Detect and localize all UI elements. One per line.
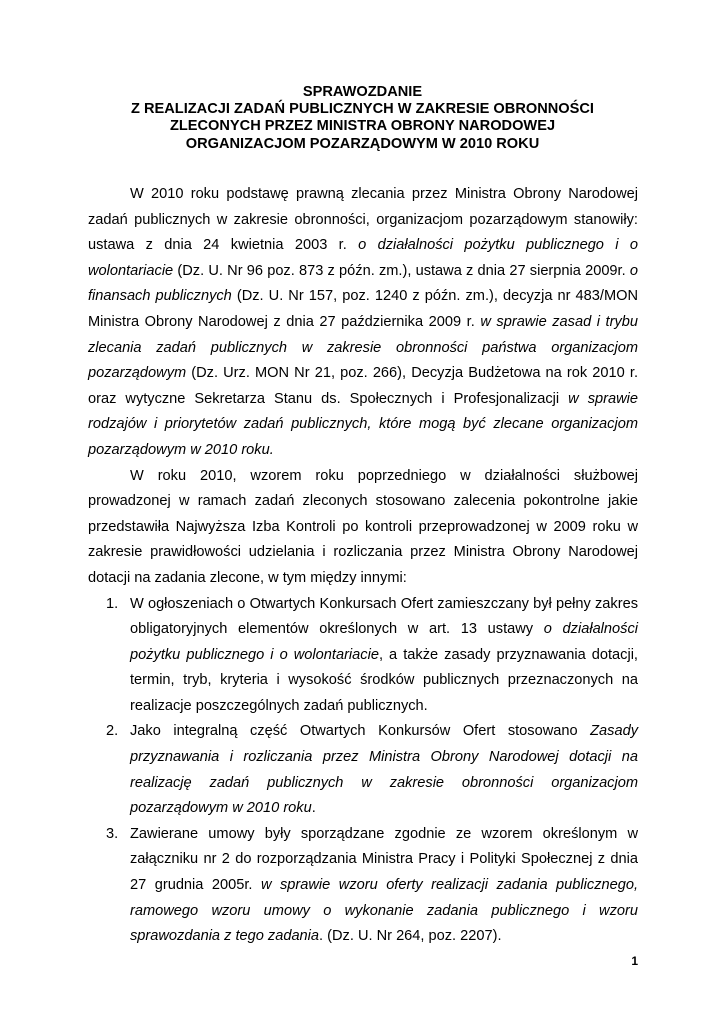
text-segment: Zawierane umowy były sporządzane zgodnie ze wzorem określonym w załączniku nr 2 do rozporządzania Ministra Pracy i Polityki Społecznej z dnia 27 grudnia 2005r.	[130, 825, 638, 894]
title-line-1: SPRAWOZDANIE	[302, 84, 423, 100]
text-segment: (Dz. Urz. MON Nr 21, poz. 266), Decyzja Budżetowa na rok 2010 r. oraz wytyczne Sekretarza Stanu ds. Społecznych i Profesjonalizacji	[88, 365, 638, 407]
text-segment: .	[311, 800, 316, 817]
italic-segment: w sprawie rodzajów i priorytetów zadań publicznych, które mogą być zlecane organizacjom pozarządowym w 2010 roku.	[88, 390, 638, 458]
list-item	[88, 822, 638, 950]
title-line-4: ORGANIZACJOM POZARZĄDOWYM W 2010 ROKU	[185, 135, 540, 152]
text-segment: Jako integralną część Otwartych Konkursów Ofert stosowano	[130, 723, 591, 740]
text-segment: W ogłoszeniach o Otwartych Konkursach Ofert zamieszczany był pełny zakres obligatoryjnych elementów określonych w art. 13 ustawy	[130, 595, 638, 638]
italic-segment: w sprawie wzoru oferty realizacji zadania publicznego, ramowego wzoru umowy o wykonanie zadania publicznego i wzoru sprawozdania z tego zadania	[130, 877, 639, 945]
recommendations-list	[88, 592, 638, 950]
text-segment: , a także zasady przyznawania dotacji, termin, tryb, kryteria i wysokość środków publicznych przeznaczonych na realizacje poszczególnych zadań publicznych.	[130, 646, 638, 714]
title-line-2: Z REALIZACJI ZADAŃ PUBLICZNYCH W ZAKRESIE OBRONNOŚCI	[131, 101, 594, 118]
italic-segment: Zasady przyznawania i rozliczania przez Ministra Obrony Narodowej dotacji na realizację zadań publicznych w zakresie obronności organizacjom pozarządowym w 2010 roku	[130, 723, 638, 817]
paragraph-legal-basis	[88, 182, 638, 464]
text-segment: W 2010 roku podstawę prawną zlecania przez Ministra Obrony Narodowej zadań publicznych w zakresie obronności, organizacjom pozarządowym stanowiły: ustawa z dnia 24 kwietnia 2003 r.	[88, 186, 638, 254]
text-segment: . (Dz. U. Nr 264, poz. 2207).	[319, 928, 502, 945]
italic-segment: o finansach publicznych	[88, 262, 638, 305]
text-segment: (Dz. U. Nr 157, poz. 1240 z późn. zm.), decyzja nr 483/MON Ministra Obrony Narodowej z dnia 27 października 2009 r.	[88, 288, 639, 330]
text-segment: (Dz. U. Nr 96 poz. 873 z późn. zm.), ustawa z dnia 27 sierpnia 2009r.	[173, 262, 630, 279]
italic-segment: o działalności pożytku publicznego i o wolontariacie	[130, 621, 638, 663]
list-number: 2.	[106, 723, 119, 740]
italic-segment: w sprawie zasad i trybu zlecania zadań publicznych w zakresie obronności państwa organizacjom pozarządowym	[88, 313, 638, 382]
document-body	[88, 182, 638, 950]
title-line-3: ZLECONYCH PRZEZ MINISTRA OBRONY NARODOWEJ	[169, 118, 556, 135]
list-number: 1.	[106, 595, 119, 612]
paragraph-nik-recommendations: W roku 2010, wzorem roku poprzedniego w działalności służbowej prowadzonej w ramach zadań zleconych stosowano zalecenia pokontrolne jakie przedstawiła Najwyższa Izba Kontroli po kontroli przeprowadzonej w 2009 roku w zakresie prawidłowości udzielania i rozliczania przez Ministra Obrony Narodowej dotacji na zadania zlecone, w tym między innymi:	[88, 467, 638, 586]
page-number: 1	[631, 954, 638, 968]
list-item	[88, 592, 638, 720]
list-item	[88, 719, 638, 821]
list-number: 3.	[106, 825, 119, 842]
italic-segment: o działalności pożytku publicznego i o wolontariacie	[88, 237, 638, 279]
document-title	[88, 84, 637, 153]
